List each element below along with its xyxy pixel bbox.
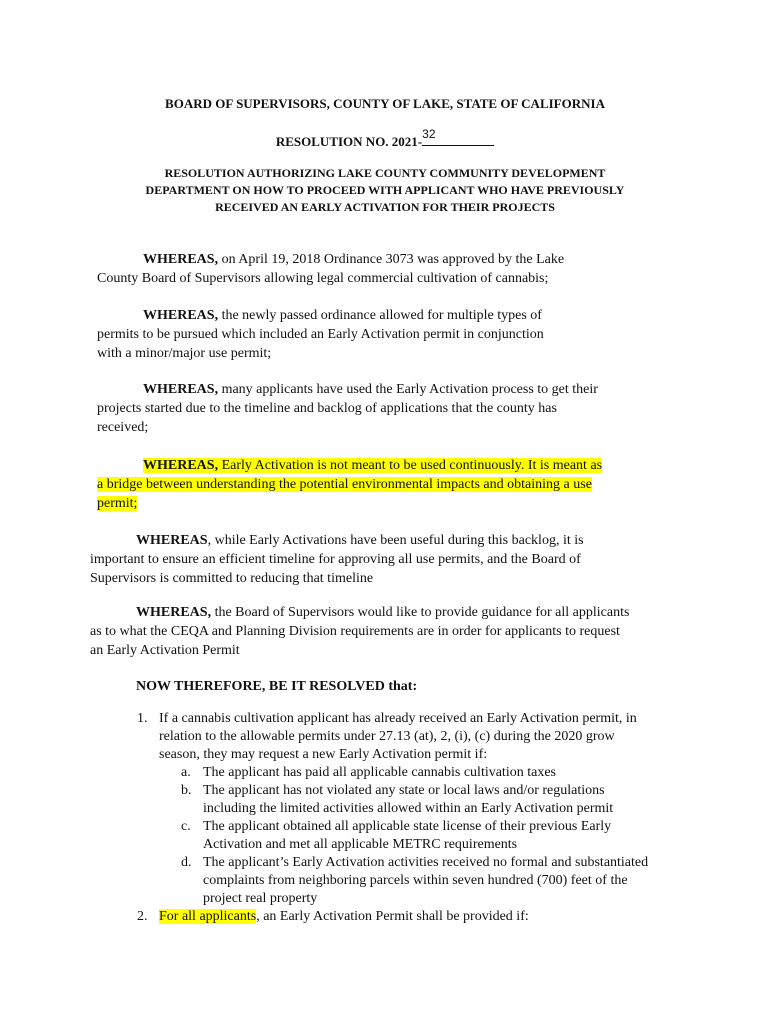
whereas-clause-3 — [97, 380, 598, 437]
list-item-2-text — [159, 908, 529, 926]
whereas-text: projects started due to the timeline and backlog of applications that the county has — [97, 401, 557, 416]
sub-item-b-letter: b. — [181, 783, 192, 798]
whereas-text: on April 19, 2018 Ordinance 3073 was approved by the Lake — [218, 252, 565, 267]
whereas-text: received; — [97, 420, 149, 435]
whereas-clause-6 — [90, 603, 629, 660]
subject-line: RECEIVED AN EARLY ACTIVATION FOR THEIR PROJECTS — [215, 200, 555, 214]
whereas-text: the Board of Supervisors would like to provide guidance for all applicants — [211, 605, 630, 620]
sub-item-a-text — [203, 764, 556, 782]
sub-item-line: The applicant’s Early Activation activities received no formal and substantiated — [203, 855, 649, 870]
sub-item-line: The applicant has not violated any state or local laws and/or regulations — [203, 783, 605, 798]
list-item-line: relation to the allowable permits under 27.13 (at), 2, (i), (c) during the 2020 grow — [159, 729, 615, 744]
sub-item-line: including the limited activities allowed within an Early Activation permit — [203, 801, 614, 816]
whereas-clause-1 — [97, 250, 564, 288]
sub-item-line: The applicant has paid all applicable cannabis cultivation taxes — [203, 765, 556, 780]
resolution-number-line — [0, 127, 770, 150]
whereas-lead: WHEREAS, — [143, 252, 219, 267]
sub-item-line: Activation and met all applicable METRC requirements — [203, 837, 518, 852]
whereas-lead: WHEREAS, — [136, 605, 212, 620]
whereas-clause-5 — [90, 531, 584, 588]
resolution-prefix: RESOLUTION NO. 2021- — [275, 134, 423, 149]
sub-item-line: complaints from neighboring parcels within seven hundred (700) feet of the — [203, 873, 628, 888]
sub-item-d-letter: d. — [181, 855, 192, 870]
board-title: BOARD OF SUPERVISORS, COUNTY OF LAKE, STATE OF CALIFORNIA — [165, 96, 605, 111]
whereas-text: County Board of Supervisors allowing legal commercial cultivation of cannabis; — [97, 271, 549, 286]
sub-item-line: The applicant obtained all applicable state license of their previous Early — [203, 819, 612, 834]
sub-item-a-letter: a. — [181, 765, 191, 780]
whereas-text: many applicants have used the Early Activation process to get their — [218, 382, 598, 397]
subject-line: RESOLUTION AUTHORIZING LAKE COUNTY COMMUNITY DEVELOPMENT — [164, 166, 606, 180]
whereas-lead: WHEREAS — [136, 533, 208, 548]
resolution-number: 32 — [422, 127, 436, 141]
whereas-text: , while Early Activations have been useful during this backlog, it is — [207, 533, 584, 548]
resolution-number-field — [422, 127, 494, 146]
list-item-line: season, they may request a new Early Activation permit if: — [159, 747, 488, 762]
whereas-text: permits to be pursued which included an Early Activation permit in conjunction — [97, 327, 544, 342]
whereas-lead: WHEREAS, — [143, 382, 219, 397]
subject-line: DEPARTMENT ON HOW TO PROCEED WITH APPLICANT WHO HAVE PREVIOUSLY — [145, 183, 625, 197]
whereas-lead: WHEREAS, — [143, 458, 219, 473]
sub-item-line: project real property — [203, 891, 318, 906]
highlight: permit; — [97, 496, 138, 511]
highlight: a bridge between understanding the potential environmental impacts and obtaining a use — [97, 477, 592, 492]
sub-item-c-text — [203, 818, 611, 854]
whereas-text: Early Activation is not meant to be used continuously. It is meant as — [218, 458, 603, 473]
whereas-text: with a minor/major use permit; — [97, 346, 272, 361]
resolution-subject — [0, 165, 770, 216]
highlight — [143, 458, 602, 473]
sub-item-c-letter: c. — [181, 819, 191, 834]
list-item-line: , an Early Activation Permit shall be provided if: — [256, 909, 529, 924]
whereas-text: an Early Activation Permit — [90, 643, 240, 658]
sub-item-d-text — [203, 854, 648, 908]
whereas-lead: WHEREAS, — [143, 308, 219, 323]
whereas-clause-2 — [97, 306, 544, 363]
whereas-text: Supervisors is committed to reducing that timeline — [90, 571, 374, 586]
resolved-heading-text: NOW THEREFORE, BE IT RESOLVED that: — [136, 679, 418, 694]
whereas-clause-4-highlighted — [97, 456, 602, 513]
list-item-1-number: 1. — [137, 711, 148, 726]
resolved-heading — [136, 677, 417, 696]
list-item-1-text — [159, 710, 637, 764]
list-item-line: If a cannabis cultivation applicant has already received an Early Activation permit, in — [159, 711, 637, 726]
whereas-text: the newly passed ordinance allowed for multiple types of — [218, 308, 542, 323]
whereas-text: as to what the CEQA and Planning Division requirements are in order for applicants to request — [90, 624, 620, 639]
list-item-2-number: 2. — [137, 909, 148, 924]
whereas-text: important to ensure an efficient timeline for approving all use permits, and the Board of — [90, 552, 581, 567]
highlight: For all applicants — [159, 909, 257, 924]
sub-item-b-text — [203, 782, 613, 818]
